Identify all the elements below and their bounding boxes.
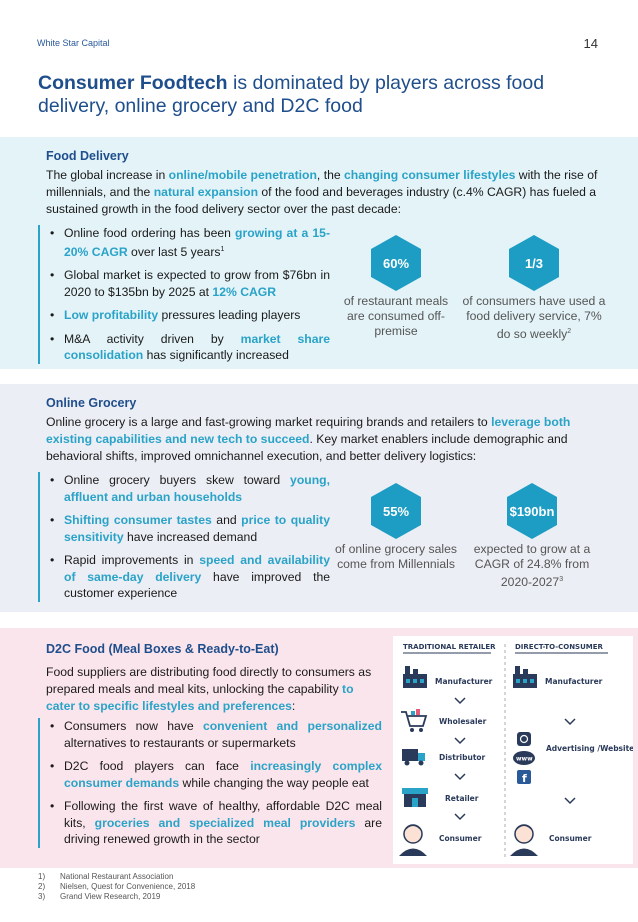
intro-text: Online grocery is a large and fast-growing market requiring brands and retailers to [46,415,492,429]
bullet-text: pressures leading players [158,308,301,323]
svg-text:f: f [522,772,527,785]
bullet-text: Online grocery buyers skew toward [64,473,291,487]
chevron-down-icon [455,814,465,819]
footnote [38,882,195,892]
online-grocery-heading: Online Grocery [46,396,137,410]
chevron-down-icon [565,798,575,803]
svg-text:www: www [516,755,533,763]
user-icon [510,825,538,856]
bullet-highlight: market share consolidation [64,331,330,363]
bullet-highlight: growing at a 15-20% CAGR [64,226,331,259]
page-number: 14 [583,36,598,51]
food-delivery-bullets [38,225,330,364]
d2c-step-label: Consumer [549,834,592,843]
title-bold: Consumer Foodtech [38,72,228,94]
food-delivery-heading: Food Delivery [46,149,129,163]
intro-highlight: natural expansion [153,185,259,199]
stat-caption-text: expected to grow at a CAGR of 24.8% from 2020-2027 [473,542,591,590]
d2c-step-label [546,744,633,753]
footnote [38,872,195,882]
food-delivery-intro [46,167,606,218]
bullet-text: have increased demand [123,529,258,544]
bullet-highlight: Shifting consumer tastes [64,513,212,527]
intro-text: , the [316,168,345,182]
stat-hexagon [367,482,425,540]
user-icon [399,825,427,856]
traditional-step-label: Consumer [439,834,482,843]
d2c-step-label: Manufacturer [545,677,603,686]
title-rest: is dominated by players across food delivery, online grocery and D2C food [38,72,545,117]
traditional-step-label: Manufacturer [435,677,493,686]
traditional-step-label: Retailer [445,794,479,803]
bullet-text: Online food ordering has been [64,226,236,240]
list-item [48,718,382,751]
stat-value: 55% [382,503,410,519]
bullet-highlight: speed and availability of same-day delivery [64,553,330,584]
d2c-heading: D2C Food (Meal Boxes & Ready-to-Eat) [46,642,279,656]
bullet-text: over last 5 years [127,244,221,259]
bullet-text: M&A activity driven by [64,331,241,346]
list-item [48,225,330,260]
stat-caption [466,542,598,590]
stat-hexagon [503,482,561,540]
footnote [38,892,195,902]
chevron-down-icon [455,738,465,743]
bullet-text: has significantly increased [143,348,289,363]
bullet-text: Following the first wave of healthy, affordable D2C meal kits, [64,799,382,830]
list-item [48,552,330,602]
bullet-text: have improved the customer experience [64,569,331,600]
stat-hexagon [505,234,563,292]
distribution-diagram [393,636,633,864]
list-item [48,798,382,848]
truck-icon [402,749,425,766]
intro-text: The global increase in [46,168,169,182]
list-item [48,758,382,791]
cart-icon [401,709,426,732]
intro-highlight: online/mobile penetration [168,168,317,182]
list-item [48,267,330,300]
bullet-text: Rapid improvements in [64,553,200,567]
footnote-ref: 1 [220,245,225,253]
bullet-highlight: Low profitability [64,308,159,323]
d2c-header: DIRECT-TO-CONSUMER [515,643,603,651]
online-grocery-intro [46,414,606,465]
traditional-step-label: Distributor [439,753,486,762]
footnote-text: Nielsen, Quest for Convenience, 2018 [60,882,196,891]
stat-caption [460,294,608,342]
intro-text: with the rise of millennials, and the [46,168,598,199]
d2c-bullets [38,718,382,848]
stat-caption: of online grocery sales come from Millennials [335,542,457,571]
stat-caption-text: of consumers have used a food delivery service, 7% do so weekly [462,294,606,342]
stat-caption: of restaurant meals are consumed off-premise [343,294,449,338]
list-item [48,331,330,364]
bullet-highlight: young, affluent and urban households [64,473,330,504]
bullet-text: while changing the way people eat [179,775,369,790]
intro-highlight: changing consumer lifestyles [344,168,516,182]
d2c-step-label-text: Advertising /Website [546,744,633,753]
list-item [48,512,330,545]
d2c-intro [46,664,382,715]
traditional-header: TRADITIONAL RETAILER [403,643,496,651]
store-icon [402,788,428,807]
bullet-text: Global market is expected to grow from $76bn in 2020 to $135bn by 2025 at [64,268,330,299]
bullet-highlight: convenient and personalized [202,719,382,733]
bullet-text: and [211,513,242,527]
instagram-icon [517,732,531,746]
bullet-highlight: 12% CAGR [212,284,277,299]
brand-name: White Star Capital [37,38,110,48]
page-title [38,72,598,118]
intro-text: . Key market enablers include demographic and behavioral shifts, improved omnichannel execution, and better delivery logistics: [46,432,568,463]
footnote-text: Grand View Research, 2019 [60,892,161,901]
intro-text: of the food and beverages industry (c.4% CAGR) has fueled a sustained growth in the food delivery sector over the past decade: [46,185,597,216]
stat-hexagon [367,234,425,292]
online-grocery-bullets [38,472,330,602]
stat-value: 1/3 [524,255,544,271]
factory-icon [403,666,427,688]
traditional-step-label: Wholesaler [439,717,487,726]
chevron-down-icon [455,774,465,779]
footnote-text: National Restaurant Association [60,872,174,881]
website-icon [513,751,535,765]
bullet-highlight: groceries and specialized meal providers [94,815,356,830]
intro-highlight: to cater to specific lifestyles and preferences [46,682,354,713]
stat-value: $190bn [509,503,555,519]
bullet-highlight: increasingly complex consumer demands [64,759,382,790]
footnote-number: 1) [38,872,46,881]
list-item [48,307,330,324]
facebook-icon [517,770,531,785]
bullet-highlight: price to quality sensitivity [64,513,331,544]
chevron-down-icon [565,719,575,724]
list-item [48,472,330,505]
intro-text: Food suppliers are distributing food directly to consumers as prepared meals and meal kits, unlocking the capability [46,665,372,696]
bullet-text: Consumers now have [64,719,203,733]
factory-icon [513,666,537,688]
chevron-down-icon [455,698,465,703]
bullet-text: alternatives to restaurants or supermarkets [64,735,296,750]
d2c-section [0,628,638,868]
intro-text: : [291,699,296,713]
bullet-text: are driving renewed growth in the sector [64,815,382,846]
footnote-ref: 3 [559,576,564,583]
intro-highlight: leverage both existing capabilities and new tech to succeed [46,415,571,446]
footnote-number: 2) [38,882,46,891]
stat-value: 60% [382,255,410,271]
footnote-number: 3) [38,892,46,901]
online-grocery-section [0,384,638,612]
bullet-text: D2C food players can face [64,759,251,773]
footnotes [38,872,195,902]
food-delivery-section [0,137,638,369]
footnote-ref: 2 [567,328,572,335]
